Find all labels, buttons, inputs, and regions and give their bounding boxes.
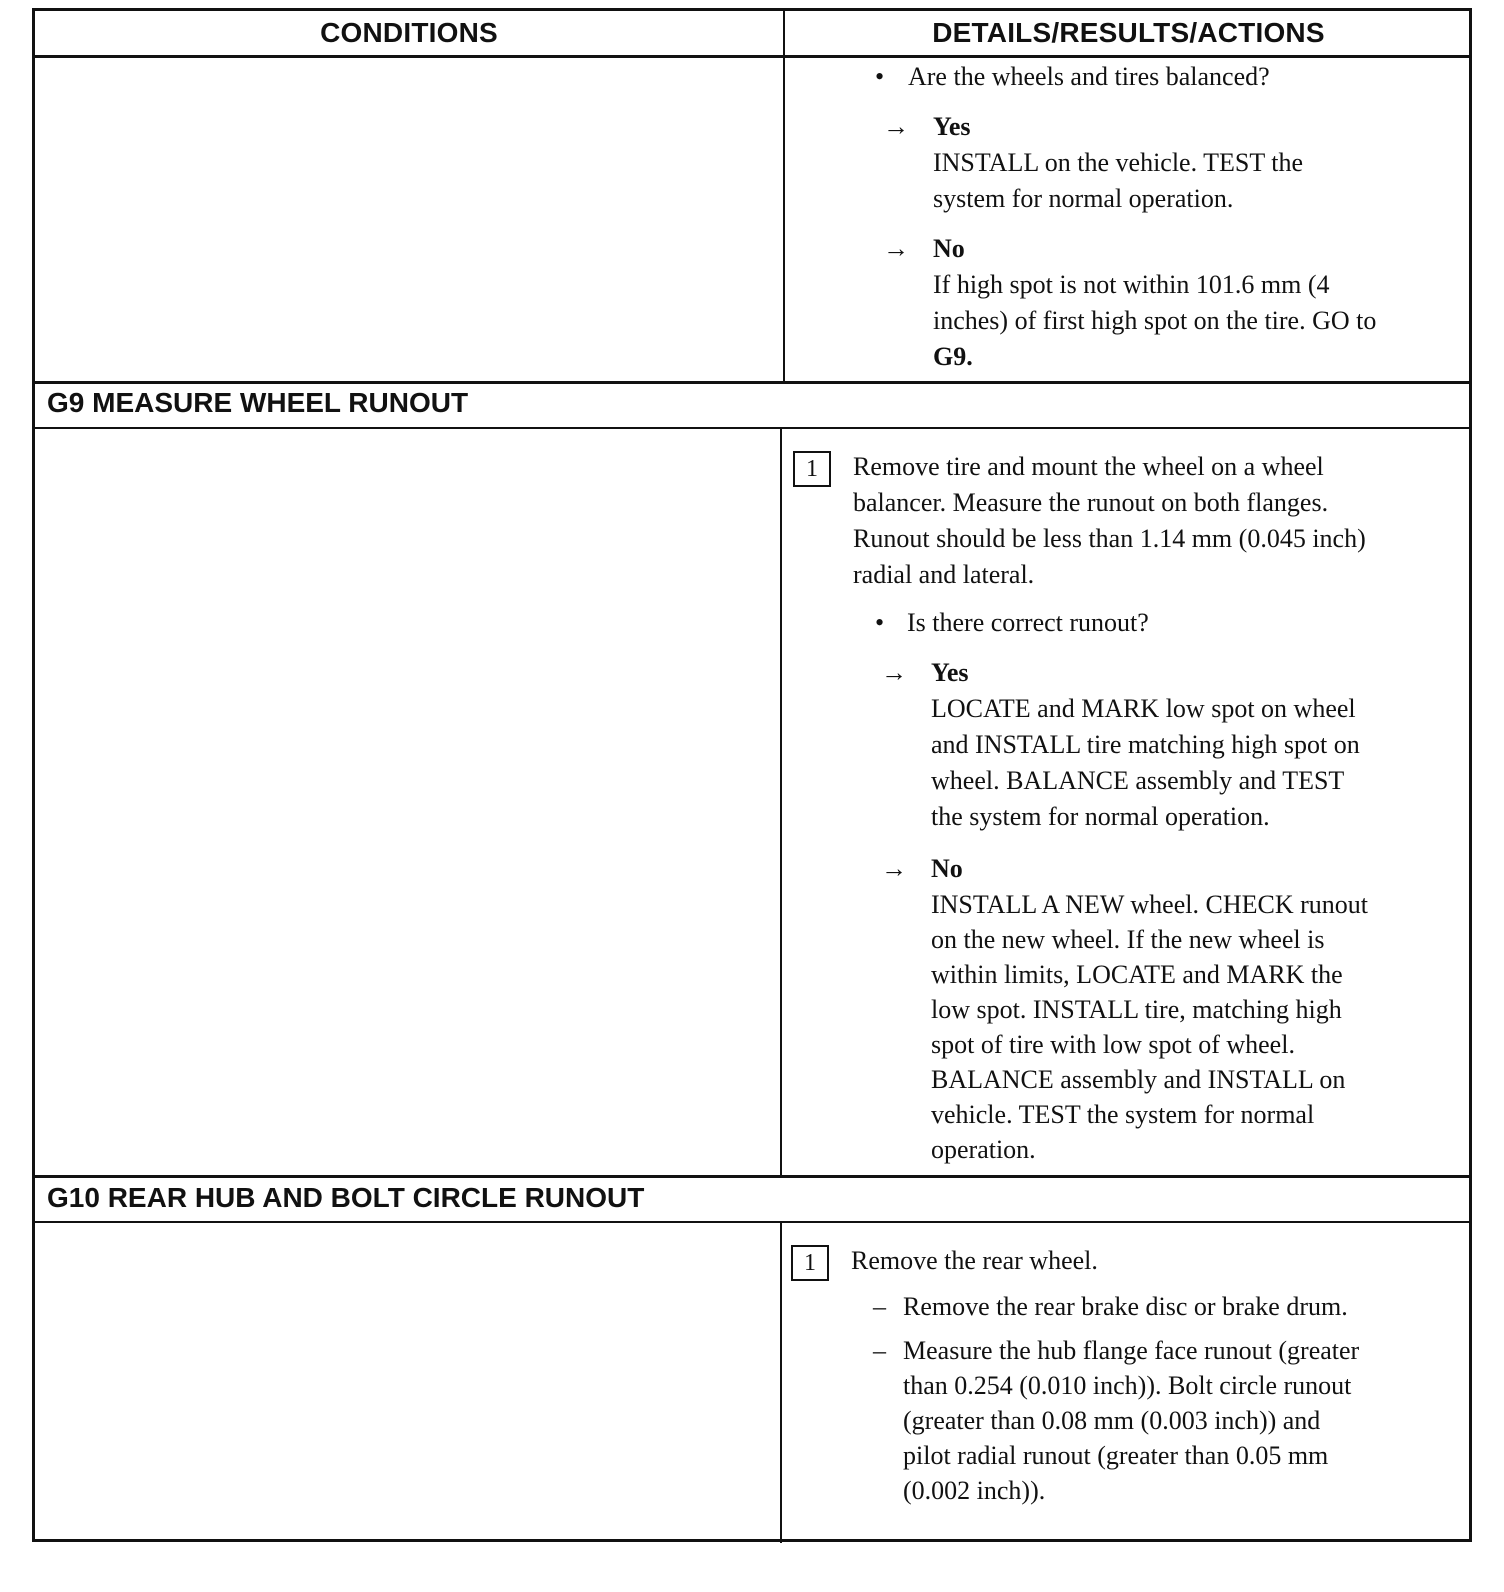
prior-yes-line: system for normal operation.: [933, 184, 1234, 213]
g10-sub1: Remove the rear brake disc or brake drum.: [903, 1292, 1348, 1321]
g9-no-line: within limits, LOCATE and MARK the: [931, 960, 1343, 989]
g9-no-line: BALANCE assembly and INSTALL on: [931, 1065, 1346, 1094]
g10-sub2-line: pilot radial runout (greater than 0.05 mm: [903, 1441, 1329, 1470]
section-divider: [35, 1221, 1469, 1223]
g10-sub2-line: (0.002 inch)).: [903, 1476, 1046, 1505]
prior-no-line: inches) of first high spot on the tire. GO to: [933, 306, 1377, 335]
prior-no-label: No: [933, 234, 965, 263]
g9-title: G9 MEASURE WHEEL RUNOUT: [47, 387, 469, 418]
section-divider: [35, 427, 1469, 429]
g9-step-line: Runout should be less than 1.14 mm (0.045 inch): [853, 524, 1366, 553]
bullet: •: [875, 608, 885, 637]
g10-step-text: Remove the rear wheel.: [851, 1246, 1098, 1275]
prior-no-goto: G9.: [933, 342, 973, 371]
g9-yes-label: Yes: [931, 658, 969, 687]
g9-step-line: balancer. Measure the runout on both flanges.: [853, 488, 1329, 517]
arrow-icon: →: [881, 658, 907, 687]
header-divider: [35, 55, 1469, 58]
g9-no-label: No: [931, 854, 963, 883]
g9-question: Is there correct runout?: [907, 608, 1149, 637]
step-number: 1: [791, 1245, 829, 1281]
conditions-header: CONDITIONS: [320, 17, 498, 48]
prior-yes-label: Yes: [933, 112, 971, 141]
bullet: •: [875, 62, 885, 91]
g10-sub2-line: Measure the hub flange face runout (greater: [903, 1336, 1360, 1365]
arrow-icon: →: [881, 854, 907, 883]
g10-title: G10 REAR HUB AND BOLT CIRCLE RUNOUT: [47, 1182, 645, 1213]
step-number: 1: [793, 451, 831, 487]
column-divider: [783, 11, 785, 381]
g9-no-line: vehicle. TEST the system for normal: [931, 1100, 1315, 1129]
diagnostic-table: [32, 8, 1472, 1542]
g10-sub2-line: (greater than 0.08 mm (0.003 inch)) and: [903, 1406, 1321, 1435]
column-divider: [780, 429, 782, 1175]
g9-step-line: Remove tire and mount the wheel on a wheel: [853, 452, 1324, 481]
g9-yes-line: LOCATE and MARK low spot on wheel: [931, 694, 1356, 723]
g9-no-line: INSTALL A NEW wheel. CHECK runout: [931, 890, 1368, 919]
dash: –: [873, 1292, 886, 1321]
g9-step-line: radial and lateral.: [853, 560, 1035, 589]
arrow-icon: →: [883, 234, 909, 263]
column-divider: [780, 1223, 782, 1543]
g10-sub2-line: than 0.254 (0.010 inch)). Bolt circle runout: [903, 1371, 1352, 1400]
g9-no-line: spot of tire with low spot of wheel.: [931, 1030, 1295, 1059]
g9-no-line: operation.: [931, 1135, 1036, 1164]
g9-no-line: on the new wheel. If the new wheel is: [931, 925, 1325, 954]
dash: –: [873, 1336, 886, 1365]
arrow-icon: →: [883, 112, 909, 141]
prior-question: Are the wheels and tires balanced?: [908, 62, 1270, 91]
g9-yes-line: and INSTALL tire matching high spot on: [931, 730, 1360, 759]
g9-yes-line: the system for normal operation.: [931, 802, 1270, 831]
prior-no-line: If high spot is not within 101.6 mm (4: [933, 270, 1330, 299]
g9-no-line: low spot. INSTALL tire, matching high: [931, 995, 1342, 1024]
prior-yes-line: INSTALL on the vehicle. TEST the: [933, 148, 1304, 177]
g9-yes-line: wheel. BALANCE assembly and TEST: [931, 766, 1345, 795]
details-header: DETAILS/RESULTS/ACTIONS: [932, 17, 1325, 48]
